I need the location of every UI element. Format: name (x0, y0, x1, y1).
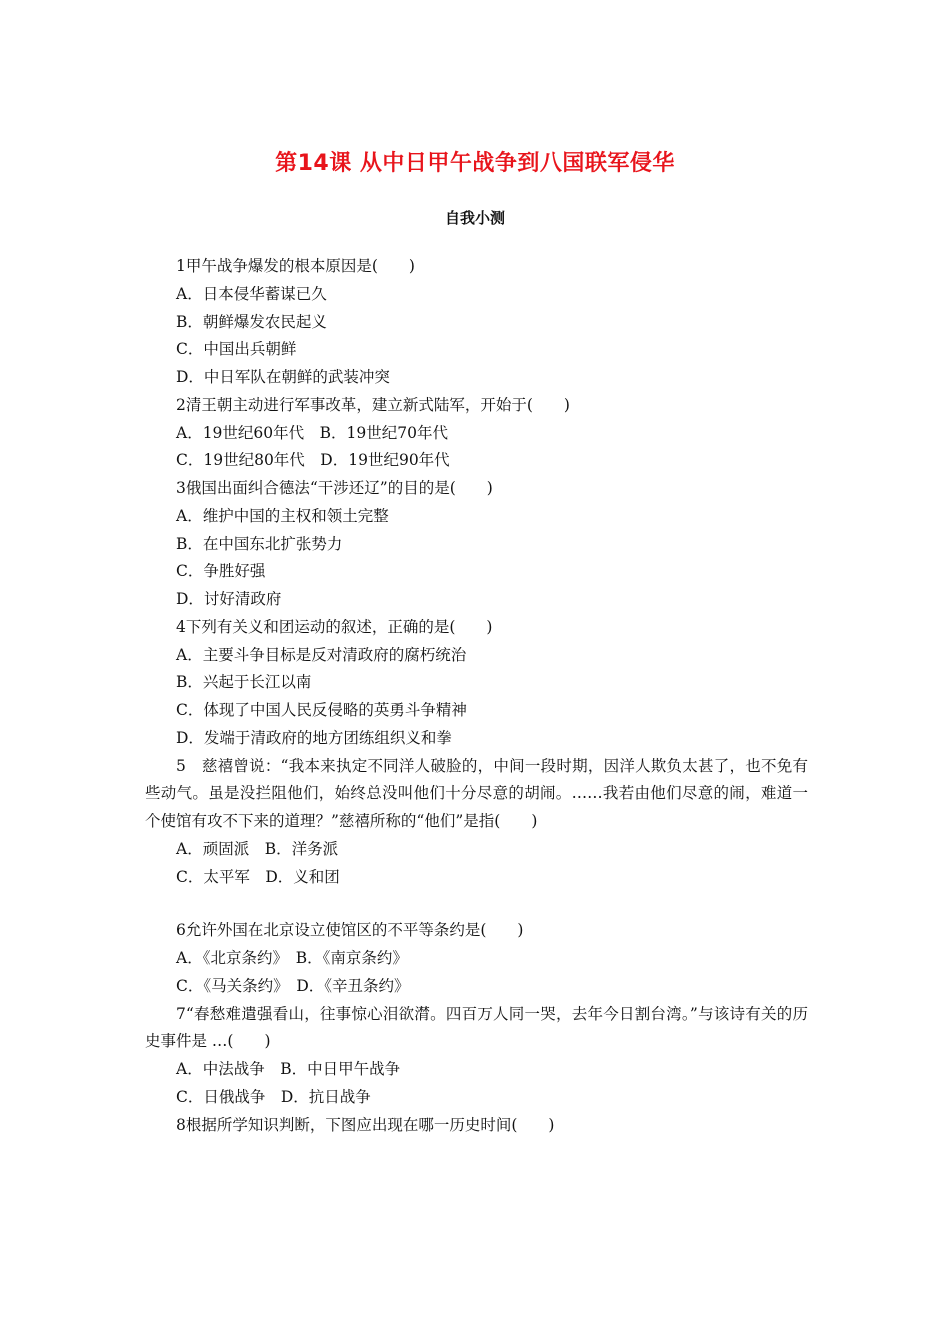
question-option: C．争胜好强 (176, 562, 266, 581)
question-option: A．日本侵华蓄谋已久 (176, 284, 327, 303)
question-stem: 2清王朝主动进行军事改革，建立新式陆军，开始于( ) (176, 395, 570, 414)
section-subtitle: 自我小测 (444, 209, 505, 227)
question-stem: 5 慈禧曾说：“我本来执定不同洋人破脸的，中间一段时期，因洋人欺负太甚了，也不免有些动气。虽是没拦阻他们，始终总没叫他们十分尽意的胡闹。……我若由他们尽意的闹，难道一个使馆有攻不下来的道理？”慈禧所称的“他们”是指( ) (145, 756, 808, 830)
question-option: D．讨好清政府 (176, 590, 282, 608)
question-option: B．朝鲜爆发农民起义 (176, 312, 327, 331)
lesson-title: 第14课 从中日甲午战争到八国联军侵华 (275, 151, 675, 176)
question-option: C．日俄战争 D．抗日战争 (176, 1087, 371, 1106)
question-list (145, 253, 808, 1139)
question-option: A．顽固派 B．洋务派 (176, 839, 339, 858)
question-stem: 1甲午战争爆发的根本原因是( ) (176, 257, 415, 275)
question-option: B．兴起于长江以南 (176, 673, 312, 692)
question-option: A．维护中国的主权和领土完整 (176, 506, 389, 525)
question-option: B．在中国东北扩张势力 (176, 534, 343, 553)
question-option: C．太平军 D．义和团 (176, 867, 340, 886)
question-stem: 3俄国出面纠合德法“干涉还辽”的目的是( ) (176, 479, 493, 497)
question-stem: 4下列有关义和团运动的叙述，正确的是( ) (176, 617, 493, 636)
question-option: D．中日军队在朝鲜的武装冲突 (176, 368, 390, 386)
question-option: A．《北京条约》 B．《南京条约》 (176, 949, 408, 967)
spacer (145, 891, 808, 917)
question-stem: 7“春愁难遣强看山，往事惊心泪欲潸。四百万人同一哭，去年今日割台湾。”与该诗有关的历史事件是 …( ) (145, 1004, 808, 1051)
question-option: A．中法战争 B．中日甲午战争 (176, 1060, 401, 1078)
question-option: C．中国出兵朝鲜 (176, 340, 297, 359)
question-option: C．体现了中国人民反侵略的英勇斗争精神 (176, 701, 467, 719)
question-option: A．19世纪60年代 B．19世纪70年代 (176, 423, 448, 442)
question-option: C．19世纪80年代 D．19世纪90年代 (176, 451, 450, 470)
question-option: C．《马关条约》 D．《辛丑条约》 (176, 976, 410, 995)
question-stem: 6允许外国在北京设立使馆区的不平等条约是( ) (176, 921, 524, 940)
question-option: D．发端于清政府的地方团练组织义和拳 (176, 728, 452, 747)
question-option: A．主要斗争目标是反对清政府的腐朽统治 (176, 645, 467, 664)
question-stem: 8根据所学知识判断，下图应出现在哪一历史时间( ) (176, 1115, 555, 1134)
